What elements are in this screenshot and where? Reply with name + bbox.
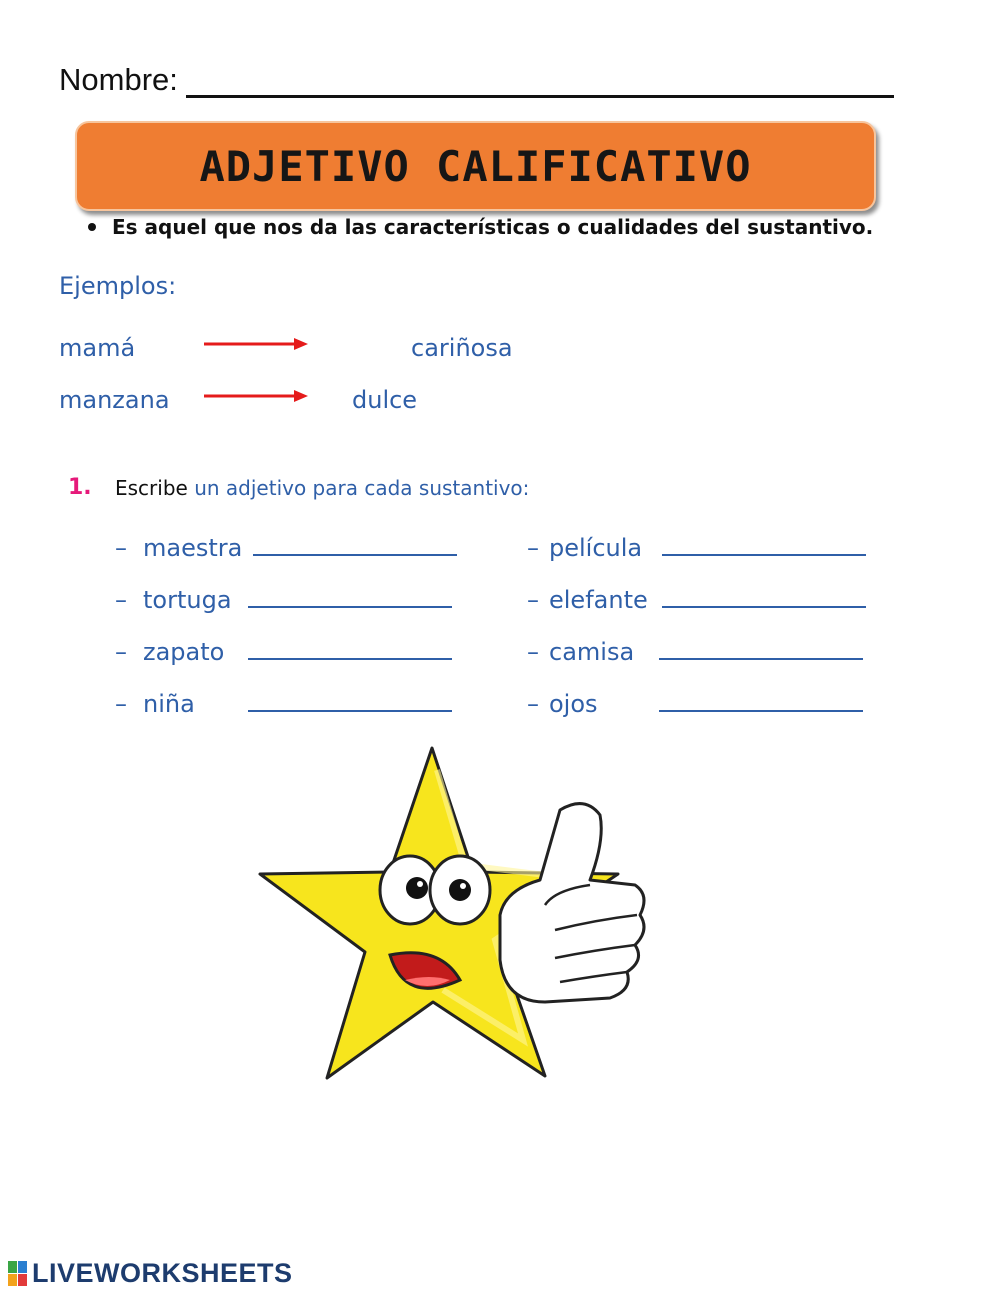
- name-row: [59, 58, 919, 98]
- example-adjective: cariñosa: [411, 334, 513, 362]
- dash: –: [527, 534, 539, 562]
- answer-blank[interactable]: [248, 688, 452, 712]
- noun-word: tortuga: [143, 586, 232, 614]
- dash: –: [115, 690, 127, 718]
- list-item: [115, 636, 452, 666]
- examples-heading: Ejemplos:: [59, 272, 177, 300]
- instruction-verb: Escribe: [115, 476, 188, 500]
- definition: [88, 215, 873, 239]
- list-item: [527, 584, 866, 614]
- dash: –: [527, 690, 539, 718]
- answer-blank[interactable]: [248, 584, 452, 608]
- definition-text: Es aquel que nos da las características o cualidades del sustantivo.: [112, 215, 874, 239]
- list-item: [115, 584, 452, 614]
- question-instruction: [115, 476, 529, 500]
- example-noun: mamá: [59, 334, 136, 362]
- noun-word: ojos: [549, 690, 598, 718]
- answer-blank[interactable]: [662, 532, 866, 556]
- noun-word: niña: [143, 690, 195, 718]
- noun-word: elefante: [549, 586, 648, 614]
- answer-blank[interactable]: [248, 636, 452, 660]
- noun-word: maestra: [143, 534, 243, 562]
- title-banner: [75, 121, 876, 211]
- answer-blank[interactable]: [253, 532, 457, 556]
- dash: –: [527, 638, 539, 666]
- brand-footer: [8, 1258, 293, 1289]
- name-label: Nombre:: [59, 62, 178, 97]
- arrow-right-icon: [204, 389, 308, 403]
- liveworksheets-logo-icon: [8, 1261, 28, 1287]
- noun-word: camisa: [549, 638, 635, 666]
- dash: –: [115, 586, 127, 614]
- answer-blank[interactable]: [659, 688, 863, 712]
- noun-word: película: [549, 534, 643, 562]
- example-noun: manzana: [59, 386, 170, 414]
- list-item: [115, 688, 452, 718]
- noun-word: zapato: [143, 638, 225, 666]
- question-number: 1.: [68, 475, 92, 500]
- example-adjective: dulce: [352, 386, 418, 414]
- arrow-right-icon: [204, 337, 308, 351]
- name-input-line[interactable]: [186, 67, 894, 98]
- answer-blank[interactable]: [662, 584, 866, 608]
- brand-name: LIVEWORKSHEETS: [32, 1258, 293, 1288]
- list-item: [527, 636, 863, 666]
- instruction-rest: un adjetivo para cada sustantivo:: [194, 476, 530, 500]
- dash: –: [115, 638, 127, 666]
- list-item: [527, 688, 863, 718]
- dash: –: [115, 534, 127, 562]
- dash: –: [527, 586, 539, 614]
- page-title: ADJETIVO CALIFICATIVO: [199, 141, 752, 191]
- list-item: [115, 532, 457, 562]
- list-item: [527, 532, 866, 562]
- bullet-icon: [88, 223, 96, 231]
- star-thumbs-up-icon: [255, 740, 655, 1085]
- answer-blank[interactable]: [659, 636, 863, 660]
